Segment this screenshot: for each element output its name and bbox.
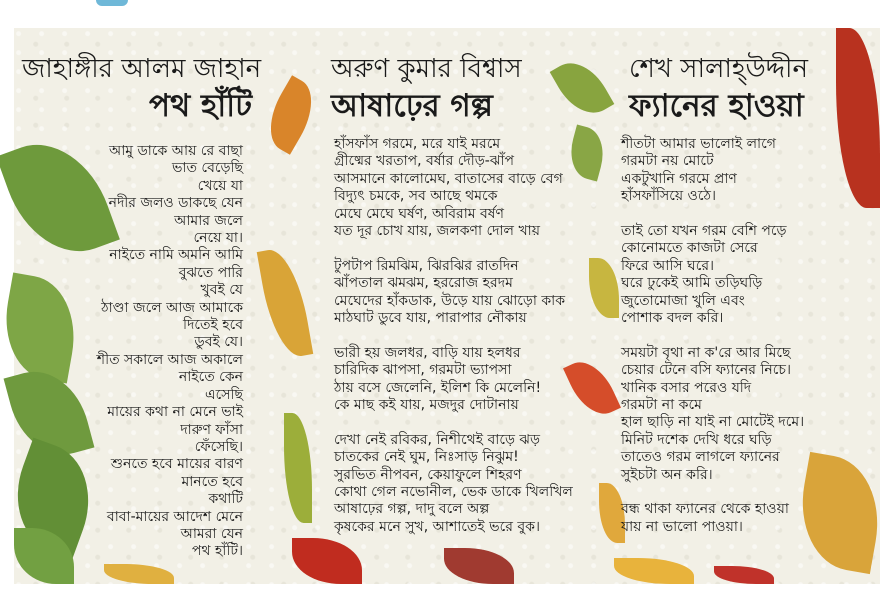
red-leaf-decoration xyxy=(836,28,880,208)
poem-line: কৃষকের মনে সুখ, আশাতেই ভরে বুক। xyxy=(334,518,540,535)
poem-line: নেয়ে যা। xyxy=(193,230,243,247)
poem-line: একটুখানি গরমে প্রাণ xyxy=(621,170,737,187)
poem-line: গরমটা নয় মোটে xyxy=(621,153,714,170)
green-leaf-decoration xyxy=(284,413,312,523)
poem-line: দারুণ ফাঁসা xyxy=(180,421,243,438)
poem-line: দেখা নেই রবিকর, নিশীথেই বাড়ে ঝড় xyxy=(334,431,540,448)
poem-line: সুরভিত নীপবন, কেয়াফুলে শিহরণ xyxy=(334,466,522,483)
yellow-leaf-decoration xyxy=(257,246,314,361)
poem-line: ফেঁসেছি। xyxy=(194,438,243,455)
poem-line: আসমানে কালোমেঘ, বাতাসের বাড়ে বেগ xyxy=(334,170,563,187)
poem-line: হাঁসফাঁসিয়ে ওঠে। xyxy=(621,188,716,205)
poem-line: যত দূর চোখ যায়, জলকণা দোল খায় xyxy=(334,223,540,240)
poem-line: আমরা যেন xyxy=(180,525,243,542)
poem-line: বন্ধ থাকা ফ্যানের থেকে হাওয়া xyxy=(621,501,789,518)
poem-line: কে মাছ কই যায়, মজদুর দোটানায় xyxy=(334,397,519,414)
poem2-body xyxy=(334,136,573,536)
poem-line: খেয়ে যা xyxy=(197,177,243,194)
red-leaf-decoration xyxy=(292,538,362,584)
poem-line: চারিদিক ঝাপসা, গরমটা ভ্যাপসা xyxy=(334,362,512,379)
poem-line: টুপটাপ রিমঝিম, ঝিরঝির রাতদিন xyxy=(334,257,519,274)
poem-line: তাতেও গরম লাগলে ফ্যানের xyxy=(621,449,780,466)
poem2-title: আষাঢ়ের গল্প xyxy=(331,88,493,124)
poem-line: সময়টা বৃথা না ক'রে আর মিছে xyxy=(621,344,791,361)
poem-line: কথাটি xyxy=(208,491,243,508)
poem1-title: পথ হাঁটি xyxy=(149,88,252,124)
poem-line: মাঠঘাট ডুবে যায়, পারাপার নৌকায় xyxy=(334,310,527,327)
poem-line: খানিক বসার পরেও যদি xyxy=(621,379,752,396)
poem-line: ভাত বেড়েছি xyxy=(171,160,243,177)
poem-line: ঝাঁপতাল ঝমঝম, হররোজ হরদম xyxy=(334,275,513,292)
poem-line: নাইতে কেন xyxy=(178,369,243,386)
stanza-gap xyxy=(334,414,573,431)
poem-line: আমু ডাকে আয় রে বাছা xyxy=(108,143,243,159)
poem2-author: অরুণ কুমার বিশ্বাস xyxy=(331,54,522,84)
poem-line: ঠায় বসে জেলেনি, ইলিশ কি মেলেনি! xyxy=(334,379,542,396)
poem-line: গরমটা না কমে xyxy=(621,397,702,414)
stanza-gap xyxy=(334,327,573,344)
poem-line: পথ হাঁটি। xyxy=(191,543,243,560)
green-leaf-decoration xyxy=(550,52,615,124)
orange-leaf-decoration xyxy=(257,75,325,155)
poem-line: হাল ছাড়ি না যাই না মোটেই দমে। xyxy=(621,414,805,431)
stanza-gap xyxy=(621,206,804,223)
poem1-body xyxy=(97,143,243,561)
poem-line: বিদ্যুৎ চমকে, সব আছে থমকে xyxy=(334,188,498,205)
poem-line: পোশাক বদল করি। xyxy=(621,310,724,327)
poem-line: মিনিট দশেক দেখি ধরে ঘড়ি xyxy=(621,431,772,448)
poem-line: শীত সকালে আজ অকালে xyxy=(96,351,243,368)
poem3-body xyxy=(621,136,804,536)
poem3-title: ফ্যানের হাওয়া xyxy=(629,88,804,124)
poem-line: খুবই যে xyxy=(200,282,243,299)
poem-line: নাইতে নামি অমনি আমি xyxy=(109,247,243,264)
poem-line: নদীর জলও ডাকছে যেন xyxy=(108,195,243,212)
poem-line: ঠাণ্ডা জলে আজ আমাকে xyxy=(101,299,243,316)
poem-line: ডুবই যে। xyxy=(194,334,243,351)
yellow-leaf-decoration xyxy=(791,452,889,574)
poem-line: ফিরে আসি ঘরে। xyxy=(621,257,715,274)
poem-line: ঘরে ঢুকেই আমি তড়িঘড়ি xyxy=(621,275,763,292)
poem-line: কোনোমতে কাজটা সেরে xyxy=(621,240,758,257)
poem-line: ভারী হয় জলধর, বাড়ি যায় হলধর xyxy=(334,344,521,361)
yellow-leaf-decoration xyxy=(614,558,694,584)
yellow-leaf-decoration xyxy=(104,564,174,584)
poem-line: শীতটা আমার ভালোই লাগে xyxy=(621,136,776,152)
poem-line: বাবা-মায়ের আদেশ মেনে xyxy=(106,508,243,525)
poem-line: তাই তো যখন গরম বেশি পড়ে xyxy=(621,223,787,240)
stanza-gap xyxy=(621,484,804,501)
poem-line: চাতকের নেই ঘুম, নিঃসাড় নিঝুম! xyxy=(334,449,519,466)
poem-line: মায়ের কথা না মেনে ভাই xyxy=(107,404,243,421)
stanza-gap xyxy=(334,240,573,257)
poem-line: মেঘে মেঘে ঘর্ষণ, অবিরাম বর্ষণ xyxy=(334,205,504,222)
poem-line: আমার জলে xyxy=(174,212,243,229)
poem-line: যায় না ভালো পাওয়া। xyxy=(621,518,743,535)
poem-line: গ্রীষ্মের খরতাপ, বর্ষার দৌড়-ঝাঁপ xyxy=(334,153,515,170)
poem1-author: জাহাঙ্গীর আলম জাহান xyxy=(22,54,262,84)
red-leaf-decoration xyxy=(444,548,514,584)
poem-line: শুনতে হবে মায়ের বারণ xyxy=(110,456,243,473)
poem3-author: শেখ সালাহ্উদ্দীন xyxy=(629,54,809,84)
top-accent-mark xyxy=(96,0,128,6)
stanza-gap xyxy=(621,327,804,344)
green-leaf-decoration xyxy=(0,273,84,384)
poem-line: মেঘেদের হাঁকডাক, উড়ে যায় ঝোড়ো কাক xyxy=(334,292,566,309)
poem-line: বুঝতে পারি xyxy=(178,264,243,281)
poem-line: এসেছি xyxy=(204,386,243,403)
poem-line: চেয়ার টেনে বসি ফ্যানের নিচে। xyxy=(621,362,791,379)
poem-line: আষাঢ়ের গল্প, দাদু বলে অল্প xyxy=(334,501,490,518)
yellow-leaf-decoration xyxy=(589,258,619,318)
poem-line: মানতে হবে xyxy=(181,473,243,490)
poem-line: কোথা গেল নভোনীল, ভেক ডাকে খিলখিল xyxy=(334,484,573,501)
poem-line: জুতোমোজা খুলি এবং xyxy=(621,292,745,309)
poem-line: দিতেই হবে xyxy=(183,317,243,334)
red-leaf-decoration xyxy=(714,566,774,584)
poem-line: সুইচটা অন করি। xyxy=(621,466,713,483)
poem-line: হাঁসফাঁস গরমে, মরে যাই মরমে xyxy=(334,136,501,152)
